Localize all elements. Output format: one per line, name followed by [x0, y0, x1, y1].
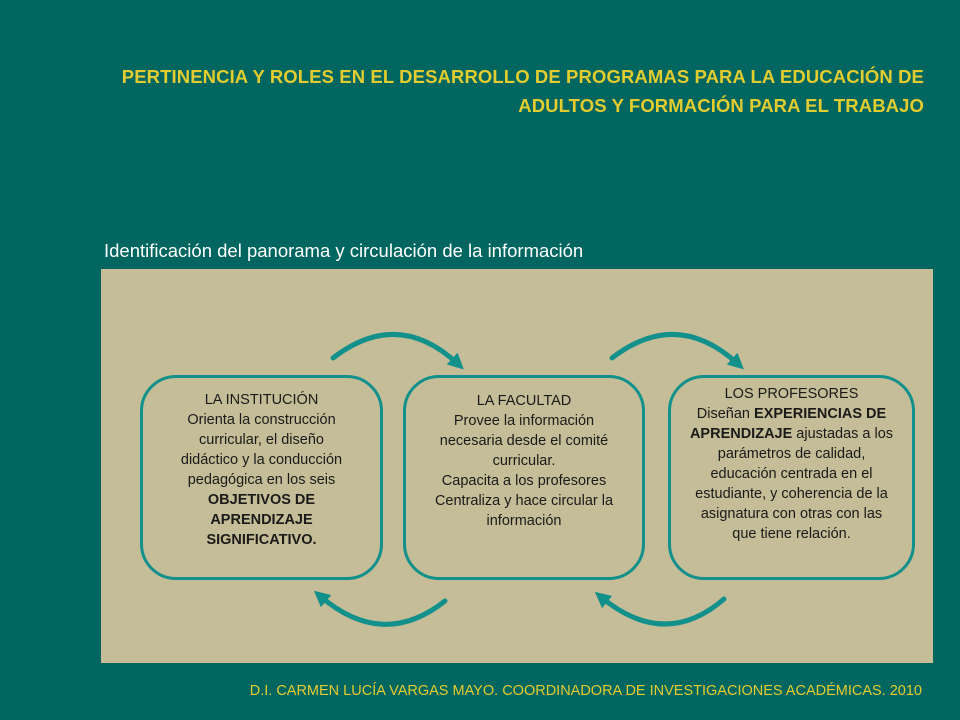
institucion-text-1: Orienta la construcción [187, 412, 336, 428]
facultad-text-4: Capacita a los profesores [441, 473, 607, 489]
profesores-text-6: asignatura con otras con las [700, 506, 883, 522]
profesores-heading: LOS PROFESORES [724, 386, 859, 402]
institucion-bold-1: OBJETIVOS DE [207, 492, 316, 508]
profesores-text-1-bold: EXPERIENCIAS DE [754, 406, 887, 422]
profesores-text-4: educación centrada en el [710, 466, 873, 482]
profesores-text-3: parámetros de calidad, [717, 446, 866, 462]
institucion-text-3: didáctico y la conducción [180, 452, 343, 468]
profesores-text-7: que tiene relación. [732, 526, 851, 542]
title-line-2: ADULTOS Y FORMACIÓN PARA EL TRABAJO [518, 95, 924, 116]
profesores-text-1 [671, 404, 912, 424]
facultad-text-3: curricular. [492, 453, 556, 469]
facultad-text-1: Provee la información [453, 413, 595, 429]
institucion-box [140, 375, 383, 580]
facultad-text-6: información [486, 513, 562, 529]
profesores-text-1-plain: Diseñan [696, 406, 755, 422]
slide-title [60, 62, 924, 120]
profesores-text-2-plain: ajustadas a los [792, 426, 894, 442]
footer-credit: D.I. CARMEN LUCÍA VARGAS MAYO. COORDINADORA DE INVESTIGACIONES ACADÉMICAS. 2010 [249, 683, 922, 699]
institucion-text-2: curricular, el diseño [199, 432, 324, 448]
profesores-text-2 [671, 424, 912, 444]
profesores-text-2-bold: APRENDIZAJE [689, 426, 793, 442]
institucion-bold-3: SIGNIFICATIVO. [206, 532, 317, 548]
institucion-heading: LA INSTITUCIÓN [204, 392, 319, 408]
institucion-text-4: pedagógica en los seis [187, 472, 336, 488]
institucion-bold-2: APRENDIZAJE [210, 512, 313, 528]
facultad-text-2: necesaria desde el comité [439, 433, 609, 449]
facultad-box [403, 375, 645, 580]
facultad-text-5: Centraliza y hace circular la [434, 493, 614, 509]
profesores-text-5: estudiante, y coherencia de la [695, 486, 888, 502]
slide-subtitle: Identificación del panorama y circulación de la información [104, 240, 584, 261]
title-line-1: PERTINENCIA Y ROLES EN EL DESARROLLO DE PROGRAMAS PARA LA EDUCACIÓN DE [121, 66, 924, 87]
facultad-heading: LA FACULTAD [476, 393, 572, 409]
profesores-box [668, 375, 915, 580]
